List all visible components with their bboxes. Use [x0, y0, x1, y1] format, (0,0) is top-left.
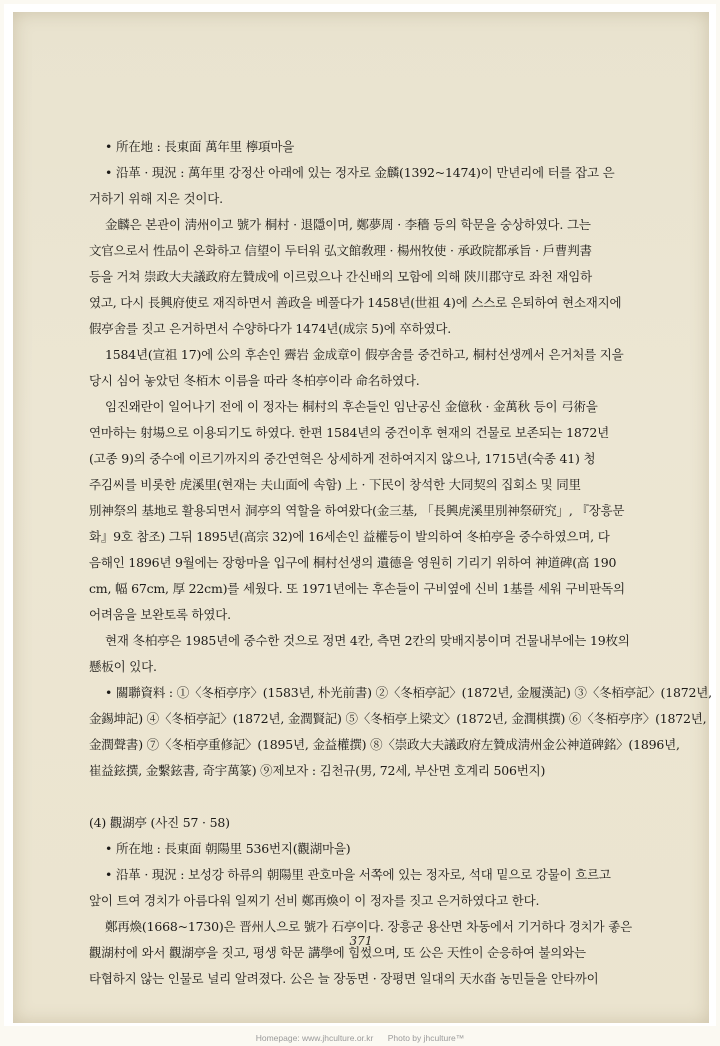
text-line: • 沿革 · 現況 : 萬年里 강정산 아래에 있는 정자로 金麟(1392~1474)이 만년리에 터를 잡고 은 [105, 165, 615, 180]
text-line: 였고, 다시 長興府使로 재직하면서 善政을 베풀다가 1458년(世祖 4)에 스스로 은퇴하여 현소재지에 [89, 295, 622, 310]
text-line: 鄭再煥(1668~1730)은 晋州人으로 號가 石亭이다. 장흥군 용산면 차동에서 기거하다 경치가 좋은 [105, 919, 632, 934]
section-heading: (4) 觀湖亭 (사진 57 · 58) [89, 815, 230, 830]
text-line: • 所在地 : 長東面 萬年里 檸項마을 [105, 139, 295, 154]
section-gap [89, 784, 637, 810]
text-line: 당시 심어 놓았던 冬栢木 이름을 따라 冬柏亭이라 命名하였다. [89, 373, 420, 388]
text-line: 金麟은 본관이 淸州이고 號가 桐村 · 退隱이며, 鄭夢周 · 李穡 등의 학문을 숭상하였다. 그는 [105, 217, 591, 232]
text-line: 어려움을 보완토록 하였다. [89, 607, 231, 622]
text-line: 金潤聲書) ⑦〈冬栢亭重修記〉(1895년, 金益權撰) ⑧〈崇政大夫議政府左贊成淸州金公神道碑銘〉(1896년, [89, 737, 680, 752]
page-number: 371 [349, 934, 373, 948]
text-line: • 所在地 : 長東面 朝陽里 536번지(觀湖마을) [105, 841, 351, 856]
photo-credit-footer [0, 1030, 720, 1046]
text-line: 타협하지 않는 인물로 널리 알려졌다. 公은 늘 장동면 · 장평면 일대의 天水畓 농민들을 안타까이 [89, 971, 599, 986]
text-line: 文官으로서 性品이 온화하고 信望이 두터워 弘文館敎理 · 楊州牧使 · 承政院都承旨 · 戶曹判書 [89, 243, 592, 258]
text-line: 화』9호 참조) 그뒤 1895년(高宗 32)에 16세손인 益權등이 발의하여 冬柏亭을 중수하였으며, 다 [89, 529, 610, 544]
text-line: • 關聯資料 : ①〈冬栢亭序〉(1583년, 朴光前書) ②〈冬栢亭記〉(1872년, 金履漢記) ③〈冬栢亭記〉(1872년, [105, 685, 712, 700]
photo-frame [4, 4, 716, 1026]
text-line: 別神祭의 基地로 활용되면서 洞亭의 역할을 하여왔다(金三基, 「長興虎溪里別神祭研究」, 『장흥문 [89, 503, 625, 518]
text-line: 앞이 트여 경치가 아름다워 일찌기 선비 鄭再煥이 이 정자를 짓고 은거하였다고 한다. [89, 893, 540, 908]
text-line: 觀湖村에 와서 觀湖亭을 짓고, 평생 학문 講學에 힘썼으며, 또 公은 天性이 순응하여 불의와는 [89, 945, 586, 960]
book-page [13, 12, 712, 1023]
text-line: 임진왜란이 일어나기 전에 이 정자는 桐村의 후손들인 임난공신 金億秋 · 金萬秋 등이 弓術을 [105, 399, 598, 414]
text-line: 1584년(宣祖 17)에 公의 후손인 霽岩 金成章이 假亭舍를 중건하고, 桐村선생께서 은거처를 지을 [105, 347, 624, 362]
text-line: 懸板이 있다. [89, 659, 157, 674]
text-line: cm, 幅 67cm, 厚 22cm)를 세웠다. 또 1971년에는 후손들이 구비옆에 신비 1基를 세워 구비판독의 [89, 581, 625, 596]
text-line: 등을 거쳐 崇政大夫議政府左贊成에 이르렀으나 간신배의 모함에 의해 陝川郡守로 좌천 재임하 [89, 269, 593, 284]
text-line: 假亭舍를 짓고 은거하면서 수양하다가 1474년(成宗 5)에 卒하였다. [89, 321, 452, 336]
text-line: 현재 冬柏亭은 1985년에 중수한 것으로 정면 4칸, 측면 2칸의 맞배지붕이며 건물내부에는 19枚의 [105, 633, 630, 648]
homepage-credit: Homepage: www.jhculture.or.kr [255, 1033, 374, 1043]
text-line: • 沿革 · 現況 : 보성강 하류의 朝陽里 관호마을 서쪽에 있는 정자로, 석대 밑으로 강물이 흐르고 [105, 867, 611, 882]
text-line: 음해인 1896년 9월에는 장항마을 입구에 桐村선생의 遺德을 영원히 기리기 위하여 神道碑(高 190 [89, 555, 617, 570]
text-line: 金錫坤記) ④〈冬栢亭記〉(1872년, 金潤賢記) ⑤〈冬栢亭上梁文〉(1872년, 金潤棋撰) ⑥〈冬栢亭序〉(1872년, [89, 711, 707, 726]
text-line: 거하기 위해 지은 것이다. [89, 191, 223, 206]
text-line: 연마하는 射場으로 이용되기도 하였다. 한편 1584년의 중건이후 현재의 건물로 보존되는 1872년 [89, 425, 610, 440]
photo-credit: Photo by jhculture™ [387, 1033, 465, 1043]
text-line: (고종 9)의 중수에 이르기까지의 중간연혁은 상세하게 전하여지지 않으나, 1715년(숙종 41) 청 [89, 451, 596, 466]
text-line: 崔益鉉撰, 金繫鉉書, 奇宇萬篆) ⑨제보자 : 김천규(男, 72세, 부산면 호계리 506번지) [89, 763, 546, 778]
text-line: 주김씨를 비롯한 虎溪里(현재는 夫山面에 속함) 上 · 下民이 창석한 大同契의 집회소 및 同里 [89, 477, 581, 492]
page-content [89, 134, 712, 992]
